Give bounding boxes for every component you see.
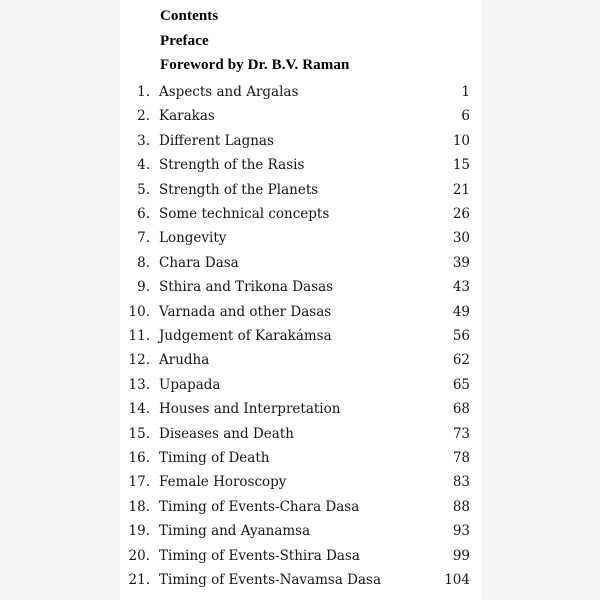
chapter-title: Strength of the Rasis <box>159 157 305 174</box>
page-number: 10 <box>452 132 470 149</box>
toc-row <box>0 226 600 250</box>
toc-row <box>0 324 600 348</box>
toc-row <box>0 153 600 177</box>
toc-row <box>0 275 600 299</box>
toc-row <box>0 519 600 543</box>
page-number: 1 <box>461 84 470 100</box>
chapter-number: 18. <box>128 498 150 515</box>
toc-row <box>0 129 600 153</box>
preface-entry: Preface <box>160 33 209 49</box>
chapter-number: 16. <box>128 450 150 466</box>
chapter-number: 2. <box>137 108 150 125</box>
chapter-number: 12. <box>128 352 150 369</box>
chapter-number: 11. <box>128 328 150 344</box>
chapter-title: Timing of Events-Sthira Dasa <box>159 547 360 564</box>
chapter-title: Diseases and Death <box>159 425 294 442</box>
toc-row <box>0 202 600 226</box>
page-number: 68 <box>452 401 470 418</box>
chapter-number: 21. <box>128 572 150 588</box>
chapter-number: 8. <box>137 254 150 271</box>
chapter-title: Timing of Death <box>159 450 270 466</box>
chapter-number: 4. <box>137 157 150 174</box>
toc-row <box>0 373 600 397</box>
toc-row <box>0 422 600 446</box>
chapter-number: 10. <box>128 303 150 320</box>
chapter-title: Female Horoscopy <box>159 474 287 491</box>
chapter-title: Karakas <box>159 108 215 125</box>
chapter-number: 5. <box>137 181 150 198</box>
foreword-entry: Foreword by Dr. B.V. Raman <box>160 57 350 73</box>
chapter-title: Some technical concepts <box>159 206 330 222</box>
chapter-title: Judgement of Karakámsa <box>159 328 332 344</box>
page-number: 39 <box>452 254 470 271</box>
chapter-title: Chara Dasa <box>159 254 239 271</box>
page-number: 56 <box>452 328 470 344</box>
toc-row <box>0 300 600 324</box>
toc-row <box>0 348 600 372</box>
contents-heading: Contents <box>160 8 219 24</box>
page-number: 73 <box>452 425 470 442</box>
page-number: 21 <box>452 181 470 198</box>
page-number: 26 <box>452 206 470 222</box>
chapter-number: 9. <box>137 279 150 296</box>
page-number: 15 <box>452 157 470 174</box>
chapter-number: 14. <box>128 401 150 418</box>
chapter-number: 1. <box>137 84 150 100</box>
page-number: 99 <box>452 547 470 564</box>
chapter-title: Strength of the Planets <box>159 181 319 198</box>
chapter-title: Timing of Events-Chara Dasa <box>159 498 360 515</box>
chapter-title: Timing and Ayanamsa <box>159 523 311 540</box>
chapter-title: Different Lagnas <box>159 132 274 149</box>
toc-row <box>0 446 600 470</box>
chapter-title: Aspects and Argalas <box>159 84 299 100</box>
chapter-number: 15. <box>128 425 150 442</box>
chapter-title: Houses and Interpretation <box>159 401 341 418</box>
toc-row <box>0 178 600 202</box>
toc-row <box>0 80 600 104</box>
toc-row <box>0 104 600 128</box>
toc-row <box>0 397 600 421</box>
chapter-title: Varnada and other Dasas <box>159 303 332 320</box>
page-number: 65 <box>452 376 470 393</box>
page-number: 93 <box>452 523 470 540</box>
page-number: 43 <box>452 279 470 296</box>
chapter-number: 17. <box>128 474 150 491</box>
chapter-title: Arudha <box>159 352 210 369</box>
page-number: 83 <box>452 474 470 491</box>
chapter-title: Longevity <box>159 230 227 247</box>
toc-row <box>0 470 600 494</box>
chapter-number: 13. <box>128 376 150 393</box>
chapter-title: Sthira and Trikona Dasas <box>159 279 334 296</box>
page-number: 30 <box>452 230 470 247</box>
page-number: 104 <box>444 572 470 588</box>
chapter-number: 7. <box>137 230 150 247</box>
chapter-number: 6. <box>137 206 150 222</box>
page-number: 62 <box>452 352 470 369</box>
toc-row <box>0 495 600 519</box>
toc-row <box>0 568 600 592</box>
page-number: 78 <box>452 450 470 466</box>
chapter-number: 20. <box>128 547 150 564</box>
toc-row <box>0 544 600 568</box>
chapter-title: Timing of Events-Navamsa Dasa <box>159 572 382 588</box>
chapter-number: 19. <box>128 523 150 540</box>
page-number: 6 <box>461 108 470 125</box>
page-number: 88 <box>452 498 470 515</box>
chapter-number: 3. <box>137 132 150 149</box>
page-number: 49 <box>452 303 470 320</box>
toc-row <box>0 251 600 275</box>
chapter-title: Upapada <box>159 376 221 393</box>
